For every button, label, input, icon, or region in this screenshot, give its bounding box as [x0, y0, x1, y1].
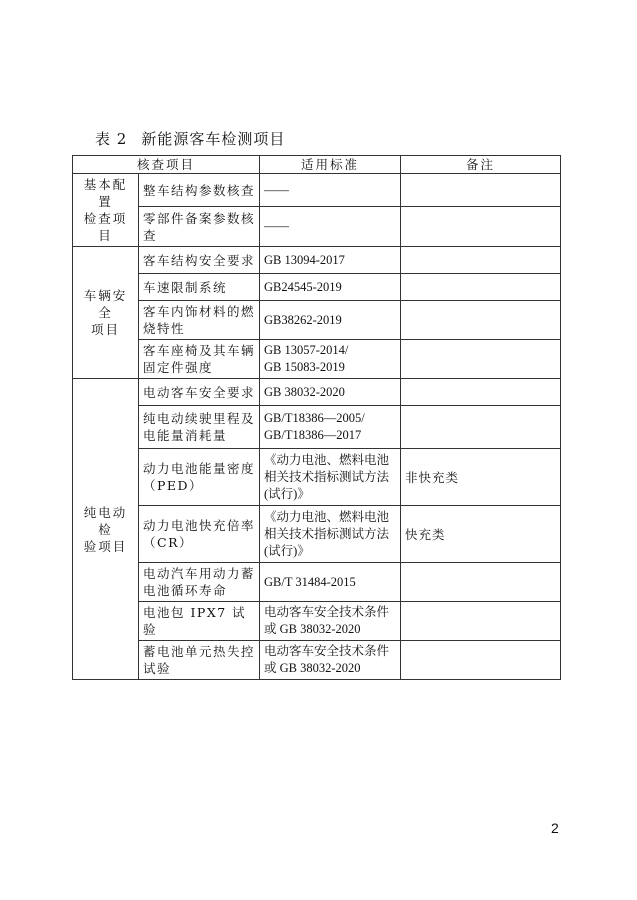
table-row [73, 641, 561, 680]
standard-cell: —— [260, 207, 401, 247]
note-cell: 非快充类 [401, 449, 561, 506]
item-cell: 车速限制系统 [139, 274, 260, 301]
standard-cell: GB/T18386—2005/ GB/T18386—2017 [260, 406, 401, 449]
item-cell: 客车结构安全要求 [139, 247, 260, 274]
note-cell [401, 602, 561, 641]
item-cell: 零部件备案参数核 查 [139, 207, 260, 247]
table-row [73, 506, 561, 563]
table-caption [95, 128, 285, 149]
note-cell [401, 406, 561, 449]
header-note: 备注 [401, 156, 561, 174]
standard-cell: 《动力电池、燃料电池 相关技术指标测试方法 (试行)》 [260, 506, 401, 563]
standard-cell: GB 13057-2014/ GB 15083-2019 [260, 340, 401, 379]
standard-cell: GB24545-2019 [260, 274, 401, 301]
table-row [73, 174, 561, 207]
table-row [73, 247, 561, 274]
note-cell [401, 340, 561, 379]
group-label: 车辆安全 项目 [73, 247, 139, 379]
note-cell [401, 301, 561, 340]
header-standard: 适用标准 [260, 156, 401, 174]
item-cell: 纯电动续驶里程及 电能量消耗量 [139, 406, 260, 449]
group-label: 基本配置 检查项目 [73, 174, 139, 247]
item-cell: 电动汽车用动力蓄 电池循环寿命 [139, 563, 260, 602]
table-row [73, 602, 561, 641]
page-number: 2 [551, 820, 559, 836]
standard-cell: —— [260, 174, 401, 207]
standard-cell: GB 38032-2020 [260, 379, 401, 406]
item-cell: 动力电池快充倍率 （CR） [139, 506, 260, 563]
table-number: 表 2 [95, 130, 128, 148]
note-cell [401, 247, 561, 274]
note-cell [401, 563, 561, 602]
inspection-table [72, 155, 561, 680]
group-label: 纯电动检 验项目 [73, 379, 139, 680]
note-cell [401, 174, 561, 207]
item-cell: 客车内饰材料的燃 烧特性 [139, 301, 260, 340]
table-row [73, 274, 561, 301]
table-row [73, 449, 561, 506]
note-cell [401, 379, 561, 406]
standard-cell: 电动客车安全技术条件 或 GB 38032-2020 [260, 602, 401, 641]
note-cell [401, 641, 561, 680]
item-cell: 电动客车安全要求 [139, 379, 260, 406]
header-item: 核查项目 [73, 156, 260, 174]
table-row [73, 340, 561, 379]
item-cell: 蓄电池单元热失控 试验 [139, 641, 260, 680]
standard-cell: GB/T 31484-2015 [260, 563, 401, 602]
standard-cell: GB38262-2019 [260, 301, 401, 340]
item-cell: 客车座椅及其车辆 固定件强度 [139, 340, 260, 379]
table-row [73, 301, 561, 340]
table-header-row [73, 156, 561, 174]
note-cell [401, 207, 561, 247]
table-row [73, 563, 561, 602]
item-cell: 动力电池能量密度 （PED） [139, 449, 260, 506]
standard-cell: GB 13094-2017 [260, 247, 401, 274]
item-cell: 整车结构参数核查 [139, 174, 260, 207]
item-cell: 电池包 IPX7 试验 [139, 602, 260, 641]
table-row [73, 406, 561, 449]
note-cell: 快充类 [401, 506, 561, 563]
table-row [73, 379, 561, 406]
standard-cell: 《动力电池、燃料电池 相关技术指标测试方法 (试行)》 [260, 449, 401, 506]
note-cell [401, 274, 561, 301]
standard-cell: 电动客车安全技术条件 或 GB 38032-2020 [260, 641, 401, 680]
table-row [73, 207, 561, 247]
table-title: 新能源客车检测项目 [141, 130, 286, 148]
